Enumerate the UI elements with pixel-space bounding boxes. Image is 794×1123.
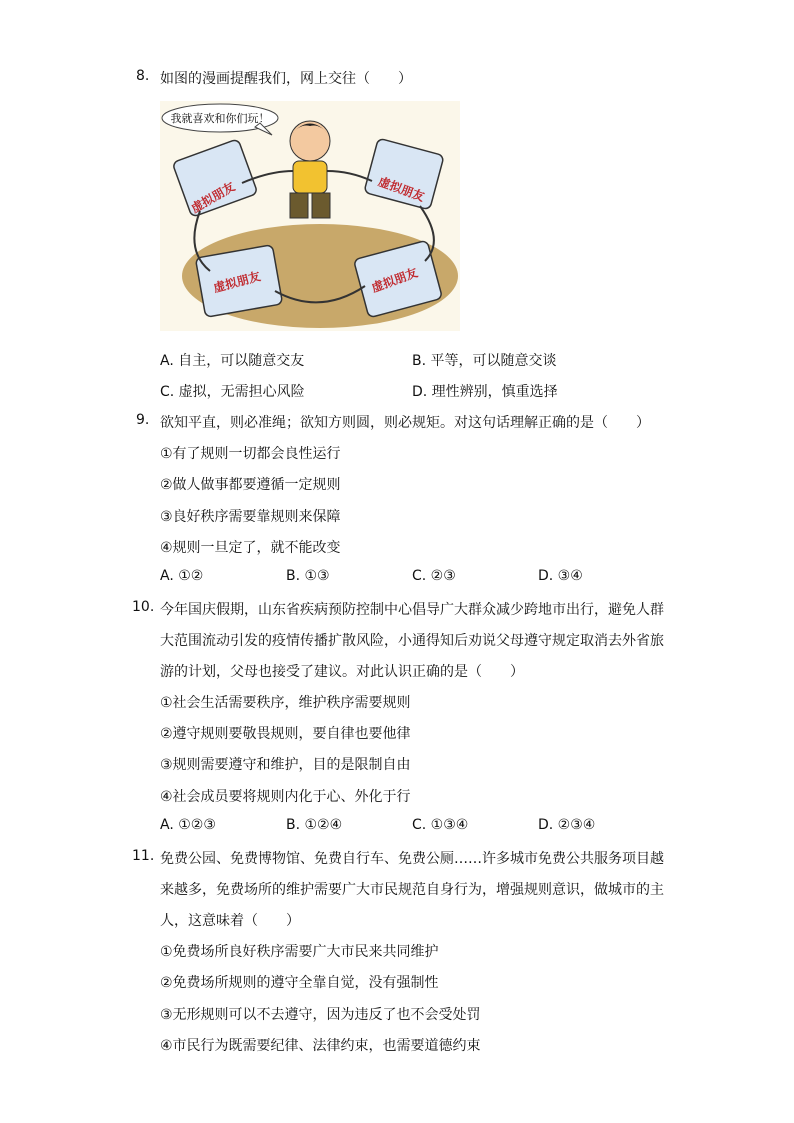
option-c[interactable]: C. 虚拟，无需担心风险 xyxy=(160,384,305,400)
statement: ④规则一旦定了，就不能改变 xyxy=(160,540,341,556)
question-number: 8. xyxy=(136,68,150,84)
option-b[interactable]: B. ①②④ xyxy=(286,817,343,833)
statement: ③良好秩序需要靠规则来保障 xyxy=(160,509,341,525)
statement: ②免费场所规则的遵守全靠自觉，没有强制性 xyxy=(160,975,439,991)
monitor-bottom-left xyxy=(195,245,282,318)
monitor-label: 虚拟朋友 xyxy=(376,174,427,205)
statement: ①社会生活需要秩序，维护秩序需要规则 xyxy=(160,695,411,711)
option-b[interactable]: B. ①③ xyxy=(286,568,330,584)
option-d[interactable]: D. 理性辨别，慎重选择 xyxy=(412,384,558,400)
option-d[interactable]: D. ②③④ xyxy=(538,817,596,833)
question-stem-line: 游的计划，父母也接受了建议。对此认识正确的是（ ） xyxy=(160,664,524,680)
statement: ①免费场所良好秩序需要广大市民来共同维护 xyxy=(160,944,439,960)
option-a[interactable]: A. ①② xyxy=(160,568,204,584)
speech-bubble-text: 我就喜欢和你们玩！ xyxy=(170,112,270,125)
monitor-label: 虚拟朋友 xyxy=(188,179,238,216)
option-c[interactable]: C. ②③ xyxy=(412,568,456,584)
monitor-label: 虚拟朋友 xyxy=(369,265,420,296)
statement: ③无形规则可以不去遵守，因为违反了也不会受处罚 xyxy=(160,1007,481,1023)
statement: ①有了规则一切都会良性运行 xyxy=(160,446,341,462)
question-stem-line: 今年国庆假期，山东省疾病预防控制中心倡导广大群众减少跨地市出行，避免人群 xyxy=(160,602,664,618)
statement: ②遵守规则要敬畏规则，要自律也要他律 xyxy=(160,726,411,742)
statement: ③规则需要遵守和维护，目的是限制自由 xyxy=(160,757,411,773)
statement: ②做人做事都要遵循一定规则 xyxy=(160,477,341,493)
statement: ④市民行为既需要纪律、法律约束，也需要道德约束 xyxy=(160,1038,481,1054)
question-stem-line: 来越多，免费场所的维护需要广大市民规范自身行为，增强规则意识，做城市的主 xyxy=(160,882,664,898)
option-c[interactable]: C. ①③④ xyxy=(412,817,469,833)
question-number: 9. xyxy=(136,412,150,428)
option-a[interactable]: A. 自主，可以随意交友 xyxy=(160,353,305,369)
option-d[interactable]: D. ③④ xyxy=(538,568,583,584)
option-b[interactable]: B. 平等，可以随意交谈 xyxy=(412,353,557,369)
question-stem-line: 人，这意味着（ ） xyxy=(160,913,300,929)
question-number: 10. xyxy=(132,599,155,615)
question-stem-line: 大范围流动引发的疫情传播扩散风险，小通得知后劝说父母遵守规定取消去外省旅 xyxy=(160,633,664,649)
monitor-label: 虚拟朋友 xyxy=(211,269,262,296)
statement: ④社会成员要将规则内化于心、外化于行 xyxy=(160,789,411,805)
question-stem-line: 免费公园、免费博物馆、免费自行车、免费公厕……许多城市免费公共服务项目越 xyxy=(160,851,664,867)
question-stem: 欲知平直，则必准绳；欲知方则圆，则必规矩。对这句话理解正确的是（ ） xyxy=(160,415,650,431)
cartoon-image xyxy=(160,101,460,331)
option-a[interactable]: A. ①②③ xyxy=(160,817,216,833)
question-stem: 如图的漫画提醒我们，网上交往（ ） xyxy=(160,71,412,87)
question-number: 11. xyxy=(132,848,155,864)
